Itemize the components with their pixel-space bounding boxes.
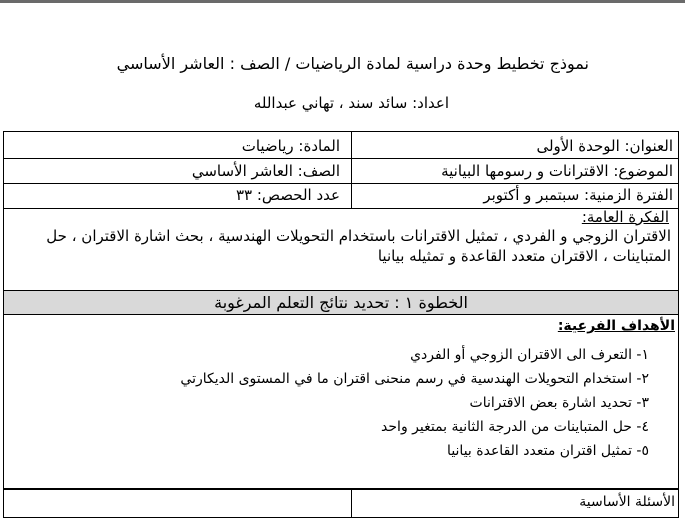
goal-item: ٢- استخدام التحويلات الهندسية في رسم منحنى اقتران ما في المستوى الديكارتي [180, 371, 649, 387]
big-idea-text: الاقتران الزوجي و الفردي ، تمثيل الاقترانات باستخدام التحويلات الهندسية ، بحث اشارة الاقتران ، حل المتباينات ، الاقتران متعدد القاعدة و تمثيله بيانيا [46, 227, 671, 265]
essential-questions-label: الأسئلة الأساسية [579, 494, 675, 510]
authors: اعداد: سائد سند ، تهاني عبدالله [253, 94, 449, 112]
top-border [0, 0, 685, 3]
time-period: الفترة الزمنية: سبتمبر و أكتوبر [483, 186, 673, 204]
big-idea-label: الفكرة العامة: [581, 208, 669, 226]
info-row-divider [3, 158, 679, 159]
goal-item: ١- التعرف الى الاقتران الزوجي أو الفردي [410, 347, 649, 363]
essential-col-divider [351, 488, 352, 518]
topic: الموضوع: الاقترانات و رسومها البيانية [441, 162, 673, 180]
unit-title: العنوان: الوحدة الأولى [536, 137, 673, 155]
essential-questions-box [3, 488, 679, 518]
goal-item: ٥- تمثيل اقتران متعدد القاعدة بيانيا [447, 443, 649, 459]
goal-item: ٣- تحديد اشارة بعض الاقترانات [469, 395, 649, 411]
goal-item: ٤- حل المتباينات من الدرجة الثانية بمتغير واحد [381, 419, 649, 435]
grade: الصف: العاشر الأساسي [191, 162, 340, 180]
subject: المادة: رياضيات [241, 137, 340, 155]
sub-goals-list [180, 343, 649, 463]
info-row-divider [3, 183, 679, 184]
step-1-header: الخطوة ١ : تحديد نتائج التعلم المرغوبة [3, 290, 679, 315]
lessons-count: عدد الحصص: ٣٣ [235, 186, 340, 204]
document-title: نموذج تخطيط وحدة دراسية لمادة الرياضيات / الصف : العاشر الأساسي [116, 54, 589, 73]
sub-goals-heading: الأهداف الفرعية: [557, 318, 675, 334]
info-col-divider [351, 131, 352, 209]
